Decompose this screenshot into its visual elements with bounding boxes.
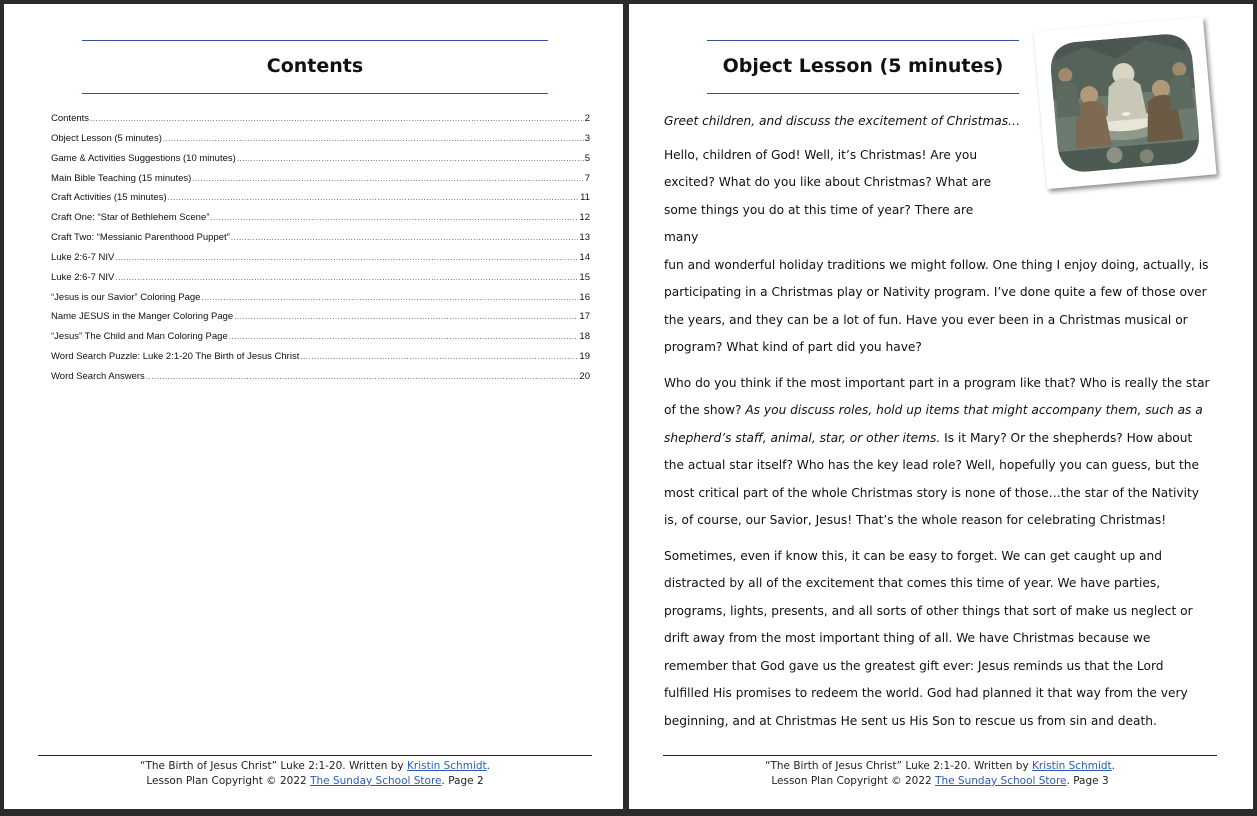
paragraph-line: some things you do at this time of year? There are many [664,202,974,244]
toc-entry[interactable] [51,113,590,133]
lesson-paragraph-3: Sometimes, even if know this, it can be easy to forget. We can get caught up and distracted by all of the excitement that comes this time of year. We have parties, programs, lights, presents, and all sorts of other things that sort of make us neglect or drift away from the most important thing of all. We have Christmas because we remember that God gave us the greatest gift ever: Jesus reminds us that the Lord fulfilled His promises to redeem the world. God had planned it that way from the very beginning, and at Christmas He sent us His Son to rescue us from sin and death. [664,548,1193,728]
page-footer [663,759,1217,789]
toc-entry-page: 2 [584,113,590,124]
toc-dot-leader [210,212,578,223]
toc-entry[interactable] [51,153,590,173]
toc-dot-leader [229,331,579,342]
toc-entry-page: 3 [584,132,590,144]
footer-credit-text: “The Birth of Jesus Christ” Luke 2:1-20. Written by [765,760,1032,772]
toc-dot-leader [231,232,579,243]
toc-entry-page: 17 [579,311,590,323]
page-footer [38,759,592,789]
heading-rule-bottom [82,93,548,94]
toc-entry[interactable] [51,351,590,371]
toc-dot-leader [115,272,578,283]
footer-credit-text: “The Birth of Jesus Christ” Luke 2:1-20. Written by [140,760,407,772]
toc-entry-title: Luke 2:6-7 NIV [51,251,115,263]
author-link[interactable]: Kristin Schmidt [407,760,487,772]
paragraph-line: excited? What do you like about Christmas? What are [664,175,992,189]
toc-entry[interactable] [51,272,590,292]
toc-dot-leader [115,252,578,263]
heading-rule-top [707,40,1019,41]
toc-dot-leader [163,133,584,144]
footer-copyright-text: Lesson Plan Copyright © 2022 [771,775,936,787]
toc-entry-title: Craft One: “Star of Bethlehem Scene” [51,212,210,224]
footer-rule [38,755,592,756]
toc-dot-leader [234,311,578,322]
toc-dot-leader [90,113,584,124]
toc-entry[interactable] [51,232,590,252]
toc-entry[interactable] [51,292,590,312]
page-title: Object Lesson (5 minutes) [722,55,1004,77]
toc-entry-page: 7 [584,172,590,184]
toc-entry-title: “Jesus is our Savior” Coloring Page [51,291,201,303]
toc-entry[interactable] [51,311,590,331]
toc-entry-title: Name JESUS in the Manger Coloring Page [51,311,234,323]
toc-entry-title: Game & Activities Suggestions (10 minutes) [51,152,236,164]
toc-entry-page: 19 [579,351,590,363]
toc-entry-page: 11 [580,192,590,204]
toc-entry-page: 16 [579,291,590,303]
footer-punct: . [486,760,490,772]
footer-page-number: . Page 2 [441,775,484,787]
lesson-paragraph-1 [664,142,1212,362]
toc-entry-title: Main Bible Teaching (15 minutes) [51,172,192,184]
paragraph-rest: fun and wonderful holiday traditions we might follow. One thing I enjoy doing, actually, is participating in a Christmas play or Nativity program. I’ve done quite a few of those over the years, and they can be a lot of fun. Have you ever been in a Christmas musical or program? What kind of part did you have? [664,257,1209,354]
toc-entry-page: 5 [584,152,590,164]
toc-entry[interactable] [51,133,590,153]
toc-entry-title: Craft Activities (15 minutes) [51,192,167,204]
toc-dot-leader [300,351,578,362]
toc-entry-title: Contents [51,113,90,124]
toc-dot-leader [192,173,583,184]
toc-dot-leader [201,292,578,303]
toc-entry[interactable] [51,212,590,232]
footer-rule [663,755,1217,756]
lesson-paragraph-2 [664,370,1212,535]
toc-entry-title: “Jesus” The Child and Man Coloring Page [51,331,228,343]
table-of-contents [51,113,590,391]
toc-entry-page: 14 [579,251,590,263]
toc-entry[interactable] [51,371,590,391]
store-link[interactable]: The Sunday School Store [310,775,442,787]
toc-entry-page: 12 [579,212,590,224]
teacher-instruction: As you discuss roles, hold up items that might accompany them, such as a shepherd’s staff, animal, star, or other items. [664,403,1203,445]
store-link[interactable]: The Sunday School Store [935,775,1067,787]
paragraph-line: Hello, children of God! Well, it’s Christmas! Are you [664,147,978,162]
toc-entry[interactable] [51,173,590,193]
footer-page-number: . Page 3 [1066,775,1109,787]
toc-entry-title: Object Lesson (5 minutes) [51,132,162,144]
lesson-intro: Greet children, and discuss the excitement of Christmas… [664,114,1021,128]
toc-entry-title: Word Search Puzzle: Luke 2:1-20 The Birth of Jesus Christ [51,351,300,363]
footer-punct: . [1111,760,1115,772]
page-title: Contents [266,55,364,77]
toc-entry[interactable] [51,331,590,351]
paragraph-text: Is it Mary? Or the shepherds? How about the actual star itself? Who has the key lead role? Well, hopefully you can guess, but the most critical part of the whole Christmas story is none of those…the star of the Nativity is, of course, our Savior, Jesus! That’s the whole reason for celebrating Christmas! [664,430,1199,527]
lesson-body [664,108,1212,743]
toc-entry-title: Craft Two: “Messianic Parenthood Puppet” [51,232,230,244]
author-link[interactable]: Kristin Schmidt [1032,760,1112,772]
heading-rule-bottom [707,93,1019,94]
toc-dot-leader [168,192,580,203]
toc-entry[interactable] [51,192,590,212]
toc-entry-page: 15 [579,271,590,283]
toc-entry[interactable] [51,252,590,272]
toc-dot-leader [146,371,579,382]
page-object-lesson [629,4,1253,809]
toc-entry-page: 13 [579,232,590,244]
page-contents [4,4,623,809]
toc-entry-page: 20 [579,370,590,382]
footer-copyright-text: Lesson Plan Copyright © 2022 [146,775,311,787]
heading-rule-top [82,40,548,41]
toc-entry-title: Luke 2:6-7 NIV [51,271,115,283]
toc-entry-title: Word Search Answers [51,370,145,382]
toc-dot-leader [237,153,584,164]
paragraph-text: Who do you think if the most important part in a program like that? Who is really the star of the show? [664,375,1210,417]
toc-entry-page: 18 [579,331,590,343]
